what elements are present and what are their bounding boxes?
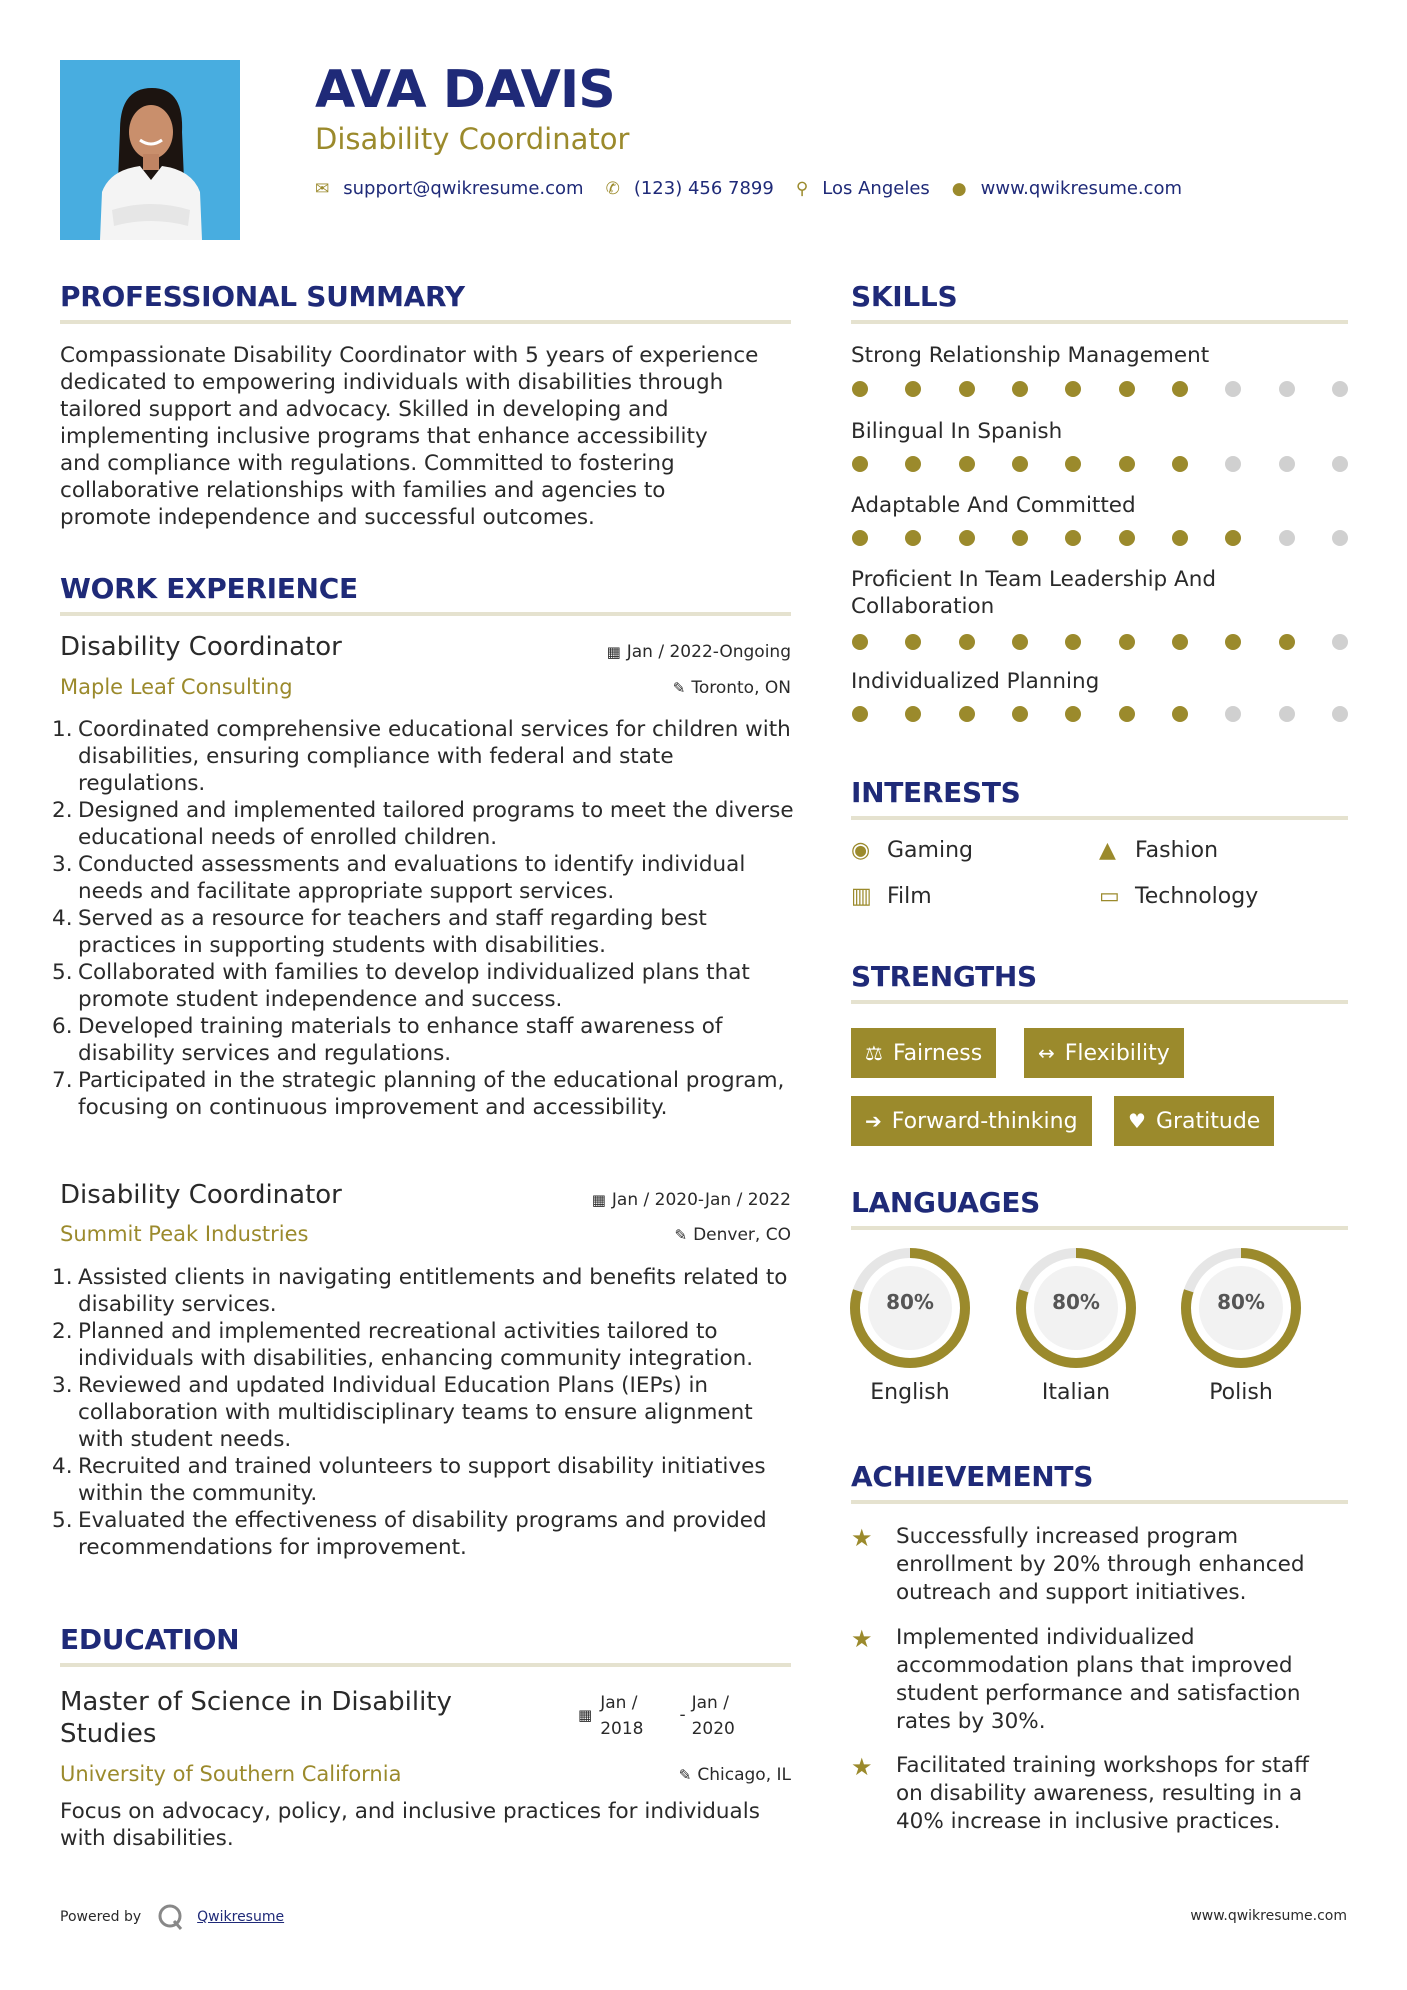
profile-photo bbox=[60, 60, 240, 240]
rating-dot bbox=[1225, 634, 1241, 650]
job-title: Disability Coordinator bbox=[60, 632, 342, 662]
rating-dot bbox=[1172, 381, 1188, 397]
shopping-bag-icon: ▲ bbox=[1099, 838, 1116, 863]
skill-rating bbox=[852, 530, 1348, 546]
rating-dot bbox=[1332, 634, 1348, 650]
rating-dot bbox=[852, 456, 868, 472]
languages-heading: LANGUAGES bbox=[851, 1186, 1041, 1219]
pin-icon: ✎ bbox=[674, 1226, 688, 1244]
achievements-heading: ACHIEVEMENTS bbox=[851, 1460, 1094, 1493]
list-item: Developed training materials to enhance staff awareness of disability services and regulations. bbox=[78, 1014, 723, 1066]
rating-dot bbox=[959, 706, 975, 722]
job-title: Disability Coordinator bbox=[60, 1180, 342, 1210]
list-item: Assisted clients in navigating entitlements and benefits related to disability services. bbox=[78, 1265, 788, 1317]
rating-dot bbox=[1279, 456, 1295, 472]
rating-dot bbox=[1172, 456, 1188, 472]
contact-email[interactable]: ✉ support@qwikresume.com bbox=[315, 178, 584, 199]
calendar-icon: ▦ bbox=[578, 1706, 593, 1724]
qwikresume-logo-icon bbox=[157, 1903, 185, 1931]
interest-technology: ▭ Technology bbox=[1099, 884, 1259, 909]
brand-link[interactable]: Qwikresume bbox=[197, 1909, 285, 1925]
balance-scale-icon: ⚖ bbox=[865, 1041, 883, 1065]
rating-dot bbox=[1119, 634, 1135, 650]
list-item: Planned and implemented recreational activities tailored to individuals with disabilities, enhancing community integration. bbox=[78, 1319, 754, 1371]
list-item: Evaluated the effectiveness of disability programs and provided recommendations for improvement. bbox=[78, 1508, 767, 1560]
rating-dot bbox=[1332, 456, 1348, 472]
language-item bbox=[1179, 1246, 1303, 1405]
education-divider bbox=[60, 1663, 791, 1667]
rating-dot bbox=[852, 381, 868, 397]
education-location: ✎ Chicago, IL bbox=[678, 1765, 791, 1785]
envelope-icon: ✉ bbox=[315, 178, 330, 199]
rating-dot bbox=[905, 530, 921, 546]
rating-dot bbox=[905, 634, 921, 650]
rating-dot bbox=[1225, 456, 1241, 472]
skill-name: Individualized Planning bbox=[851, 669, 1100, 694]
rating-dot bbox=[852, 634, 868, 650]
rating-dot bbox=[905, 456, 921, 472]
achievements-divider bbox=[851, 1500, 1348, 1504]
footer-url[interactable]: www.qwikresume.com bbox=[1190, 1908, 1347, 1924]
star-icon: ★ bbox=[851, 1753, 873, 1781]
rating-dot bbox=[1119, 530, 1135, 546]
rating-dot bbox=[1012, 634, 1028, 650]
footer-powered-by: Powered by Qwikresume bbox=[60, 1903, 284, 1931]
heart-icon: ♥ bbox=[1128, 1109, 1146, 1133]
job-date: ▦ Jan / 2020-Jan / 2022 bbox=[591, 1190, 791, 1210]
interest-fashion: ▲ Fashion bbox=[1099, 838, 1219, 863]
globe-icon: ● bbox=[951, 178, 967, 199]
gamepad-icon: ◉ bbox=[851, 838, 871, 863]
education-dates: ▦ Jan / 2018 - Jan / 2020 bbox=[578, 1690, 735, 1742]
rating-dot bbox=[959, 530, 975, 546]
strength-badge: ➔ Forward-thinking bbox=[851, 1096, 1092, 1146]
skill-name: Bilingual In Spanish bbox=[851, 419, 1063, 444]
rating-dot bbox=[1012, 456, 1028, 472]
map-pin-icon: ⚲ bbox=[795, 178, 809, 199]
rating-dot bbox=[1279, 634, 1295, 650]
candidate-title: Disability Coordinator bbox=[315, 122, 630, 156]
education-description: Focus on advocacy, policy, and inclusive practices for individuals with disabilities. bbox=[60, 1799, 760, 1851]
laptop-icon: ▭ bbox=[1099, 884, 1120, 909]
rating-dot bbox=[1332, 706, 1348, 722]
rating-dot bbox=[1279, 381, 1295, 397]
languages-divider bbox=[851, 1226, 1348, 1230]
list-item: Served as a resource for teachers and staff regarding best practices in supporting students with disabilities. bbox=[78, 906, 707, 958]
skill-name: Proficient In Team Leadership And Collaboration bbox=[851, 567, 1217, 619]
language-name: English bbox=[870, 1380, 950, 1405]
interest-gaming: ◉ Gaming bbox=[851, 838, 973, 863]
job-company: Summit Peak Industries bbox=[60, 1222, 309, 1246]
rating-dot bbox=[1065, 634, 1081, 650]
list-item: Coordinated comprehensive educational services for children with disabilities, ensuring compliance with federal and state regulations. bbox=[78, 717, 791, 796]
interests-divider bbox=[851, 816, 1348, 820]
contact-website[interactable]: ● www.qwikresume.com bbox=[951, 178, 1183, 199]
strengths-divider bbox=[851, 1000, 1348, 1004]
arrows-horizontal-icon: ↔ bbox=[1038, 1041, 1055, 1065]
rating-dot bbox=[852, 530, 868, 546]
pin-icon: ✎ bbox=[672, 679, 686, 697]
rating-dot bbox=[1119, 456, 1135, 472]
skill-rating bbox=[852, 634, 1348, 650]
degree-title: Master of Science in Disability Studies bbox=[60, 1687, 452, 1749]
rating-dot bbox=[1065, 456, 1081, 472]
list-item: Collaborated with families to develop individualized plans that promote student independence and success. bbox=[78, 960, 750, 1012]
rating-dot bbox=[1065, 381, 1081, 397]
skills-divider bbox=[851, 320, 1348, 324]
job-duties-list bbox=[60, 716, 800, 1121]
contact-location: ⚲ Los Angeles bbox=[795, 178, 930, 199]
rating-dot bbox=[1332, 381, 1348, 397]
skill-name: Strong Relationship Management bbox=[851, 343, 1210, 368]
rating-dot bbox=[1279, 706, 1295, 722]
calendar-icon: ▦ bbox=[591, 1191, 606, 1209]
achievement-item: Successfully increased program enrollment by 20% through enhanced outreach and support initiatives. bbox=[896, 1524, 1305, 1605]
rating-dot bbox=[1225, 530, 1241, 546]
job-company: Maple Leaf Consulting bbox=[60, 675, 293, 699]
skill-rating bbox=[852, 381, 1348, 397]
strength-badge: ↔ Flexibility bbox=[1024, 1028, 1184, 1078]
skills-heading: SKILLS bbox=[851, 280, 958, 313]
list-item: Conducted assessments and evaluations to identify individual needs and facilitate appropriate support services. bbox=[78, 852, 746, 904]
rating-dot bbox=[1172, 706, 1188, 722]
language-item bbox=[1014, 1246, 1138, 1405]
rating-dot bbox=[905, 381, 921, 397]
rating-dot bbox=[1012, 381, 1028, 397]
education-heading: EDUCATION bbox=[60, 1623, 240, 1656]
list-item: Designed and implemented tailored programs to meet the diverse educational needs of enrolled children. bbox=[78, 798, 794, 850]
contact-phone[interactable]: ✆ (123) 456 7899 bbox=[605, 178, 774, 199]
language-name: Italian bbox=[1041, 1380, 1111, 1405]
star-icon: ★ bbox=[851, 1524, 873, 1552]
summary-text: Compassionate Disability Coordinator with 5 years of experience dedicated to empowering individuals with disabilities through tailored support and advocacy. Skilled in developing and implementing inclusive programs that enhance accessibility and compliance with regulations. Committed to fostering collaborative relationships with families and agencies to promote independence and successful outcomes. bbox=[60, 343, 759, 530]
achievement-item: Implemented individualized accommodation plans that improved student performance and satisfaction rates by 30%. bbox=[896, 1625, 1301, 1734]
language-item bbox=[848, 1246, 972, 1405]
rating-dot bbox=[1012, 706, 1028, 722]
skill-name: Adaptable And Committed bbox=[851, 493, 1136, 518]
rating-dot bbox=[959, 456, 975, 472]
job-location: ✎ Denver, CO bbox=[674, 1225, 791, 1245]
star-icon: ★ bbox=[851, 1625, 873, 1653]
skill-rating bbox=[852, 706, 1348, 722]
rating-dot bbox=[1065, 530, 1081, 546]
rating-dot bbox=[1279, 530, 1295, 546]
interests-heading: INTERESTS bbox=[851, 776, 1021, 809]
list-item: Reviewed and updated Individual Education Plans (IEPs) in collaboration with multidisciplinary teams to ensure alignment with student needs. bbox=[78, 1373, 753, 1452]
language-name: Polish bbox=[1209, 1380, 1273, 1405]
pin-icon: ✎ bbox=[678, 1766, 692, 1784]
rating-dot bbox=[1119, 706, 1135, 722]
summary-divider bbox=[60, 320, 791, 324]
achievement-item: Facilitated training workshops for staff on disability awareness, resulting in a 40% increase in inclusive practices. bbox=[896, 1753, 1309, 1834]
rating-dot bbox=[959, 381, 975, 397]
job-duties-list bbox=[60, 1264, 800, 1561]
rating-dot bbox=[852, 706, 868, 722]
experience-divider bbox=[60, 612, 791, 616]
rating-dot bbox=[905, 706, 921, 722]
strength-badge: ♥ Gratitude bbox=[1114, 1096, 1274, 1146]
rating-dot bbox=[1225, 381, 1241, 397]
candidate-name: AVA DAVIS bbox=[315, 60, 615, 120]
interest-film: ▥ Film bbox=[851, 884, 932, 909]
rating-dot bbox=[1172, 634, 1188, 650]
job-location: ✎ Toronto, ON bbox=[672, 678, 791, 698]
rating-dot bbox=[1012, 530, 1028, 546]
list-item: Recruited and trained volunteers to support disability initiatives within the community. bbox=[78, 1454, 766, 1506]
contact-bar bbox=[315, 178, 1204, 199]
job-date: ▦ Jan / 2022-Ongoing bbox=[606, 642, 791, 662]
skill-rating bbox=[852, 456, 1348, 472]
rating-dot bbox=[959, 634, 975, 650]
calendar-icon: ▦ bbox=[606, 643, 621, 661]
strengths-heading: STRENGTHS bbox=[851, 960, 1037, 993]
arrow-right-icon: ➔ bbox=[865, 1109, 882, 1133]
language-percent: 80% bbox=[1217, 1290, 1265, 1314]
rating-dot bbox=[1332, 530, 1348, 546]
phone-icon: ✆ bbox=[605, 178, 620, 199]
list-item: Participated in the strategic planning of the educational program, focusing on continuous improvement and accessibility. bbox=[78, 1068, 785, 1120]
rating-dot bbox=[1172, 530, 1188, 546]
rating-dot bbox=[1225, 706, 1241, 722]
film-icon: ▥ bbox=[851, 884, 872, 909]
rating-dot bbox=[1119, 381, 1135, 397]
rating-dot bbox=[1065, 706, 1081, 722]
summary-heading: PROFESSIONAL SUMMARY bbox=[60, 280, 465, 313]
school-name: University of Southern California bbox=[60, 1762, 402, 1786]
strength-badge: ⚖ Fairness bbox=[851, 1028, 996, 1078]
language-percent: 80% bbox=[886, 1290, 934, 1314]
experience-heading: WORK EXPERIENCE bbox=[60, 572, 358, 605]
language-percent: 80% bbox=[1052, 1290, 1100, 1314]
